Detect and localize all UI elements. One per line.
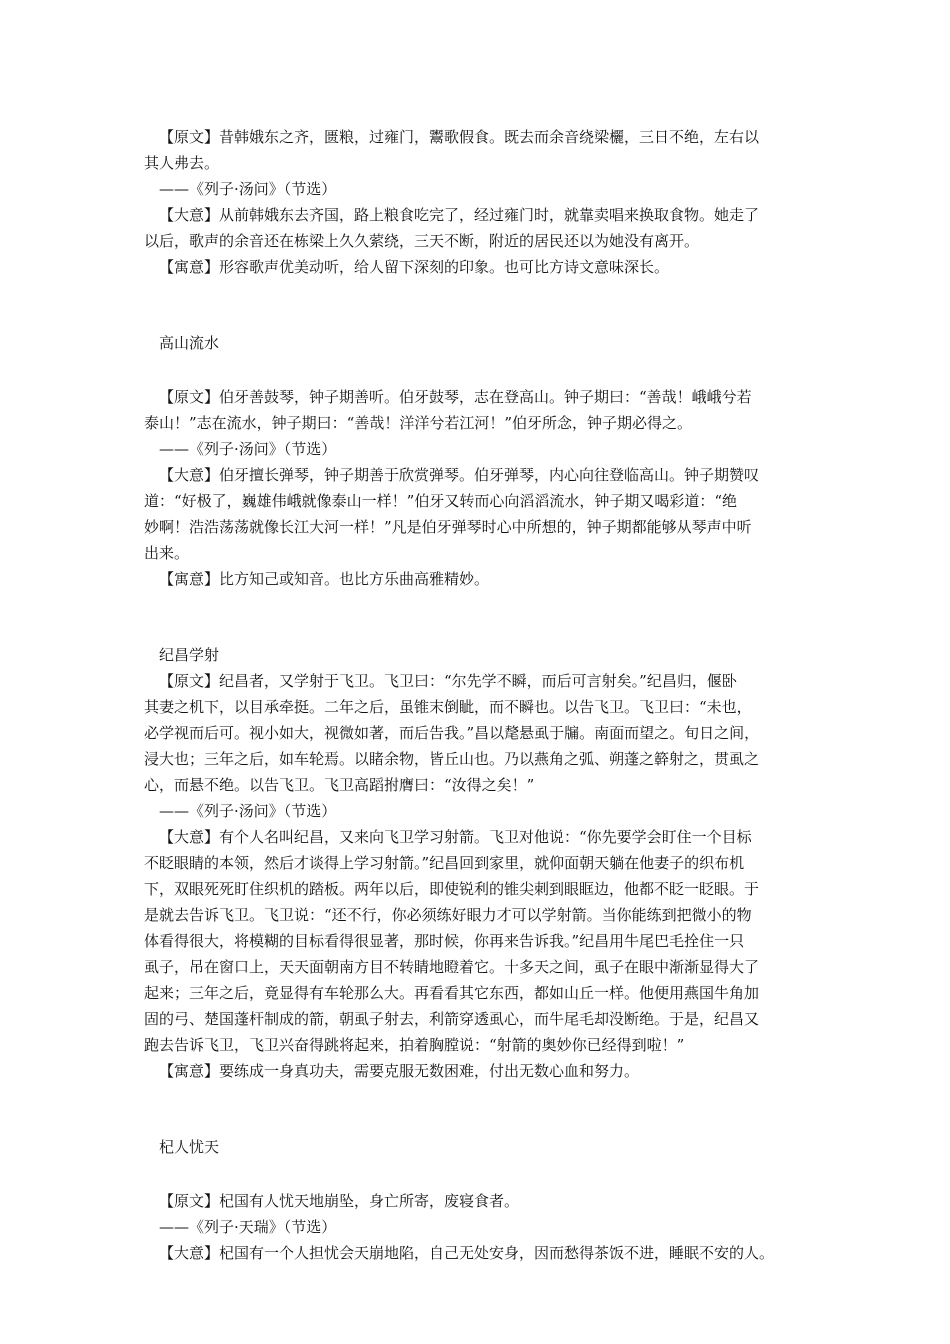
section-han-e xyxy=(144,124,810,280)
section-title: 杞人忧天 xyxy=(159,1138,220,1156)
section-title: 高山流水 xyxy=(159,334,220,352)
section-spacer xyxy=(144,592,810,642)
yuanwen-line: 泰山！”志在流水，钟子期曰：“善哉！洋洋兮若江河！”伯牙所念，钟子期必得之。 xyxy=(144,414,693,432)
dayi-line: 虱子，吊在窗口上，天天面朝南方目不转睛地瞪着它。十多天之间，虱子在眼中渐渐显得大了 xyxy=(144,958,760,976)
yuanwen-line: 其妻之机下，以目承牵挺。二年之后，虽锥末倒眦，而不瞬也。以告飞卫。飞卫曰：“未也， xyxy=(144,698,752,716)
dayi-line: 跑去告诉飞卫，飞卫兴奋得跳将起来，拍着胸膛说：“射箭的奥妙你已经得到啦！” xyxy=(144,1036,685,1054)
section-title: 纪昌学射 xyxy=(159,646,220,664)
source-citation: ——《列子·汤问》（节选） xyxy=(159,180,337,198)
dayi-line: 出来。 xyxy=(144,544,190,562)
yuanwen-line: 浸大也；三年之后，如车轮焉。以睹余物，皆丘山也。乃以燕角之弧、朔蓬之簳射之，贯虱之 xyxy=(144,750,760,768)
source-citation: ——《列子·汤问》（节选） xyxy=(159,440,337,458)
section-spacer xyxy=(144,280,810,330)
yuyi-line: 【寓意】比方知己或知音。也比方乐曲高雅精妙。 xyxy=(159,570,490,588)
dayi-line: 下，双眼死死盯住织机的踏板。两年以后，即使锐利的锥尖刺到眼眶边，他都不眨一眨眼。于 xyxy=(144,880,760,898)
dayi-line: 起来；三年之后，竟显得有车轮那么大。再看看其它东西，都如山丘一样。他便用燕国牛角加 xyxy=(144,984,760,1002)
title-spacer xyxy=(144,1160,810,1188)
document-page xyxy=(144,124,810,1266)
yuyi-line: 【寓意】要练成一身真功夫，需要克服无数困难，付出无数心血和努力。 xyxy=(159,1062,640,1080)
dayi-line: 【大意】伯牙擅长弹琴，钟子期善于欣赏弹琴。伯牙弹琴，内心向往登临高山。钟子期赞叹 xyxy=(159,466,760,484)
dayi-line: 【大意】从前韩娥东去齐国，路上粮食吃完了，经过雍门时，就靠卖唱来换取食物。她走了 xyxy=(159,206,760,224)
yuanwen-line: 【原文】昔韩娥东之齐，匮粮，过雍门，鬻歌假食。既去而余音绕梁欐，三日不绝，左右以 xyxy=(159,128,760,146)
dayi-line: 【大意】杞国有一个人担忧会天崩地陷，自己无处安身，因而愁得茶饭不进，睡眠不安的人。 xyxy=(159,1244,775,1262)
title-spacer xyxy=(144,356,810,384)
source-citation: ——《列子·天瑞》（节选） xyxy=(159,1218,337,1236)
yuanwen-line: 其人弗去。 xyxy=(144,154,220,172)
dayi-line: 道：“好极了，巍雄伟峨就像泰山一样！”伯牙又转而心向滔滔流水，钟子期又喝彩道：“绝 xyxy=(144,492,738,510)
yuyi-line: 【寓意】形容歌声优美动听，给人留下深刻的印象。也可比方诗文意味深长。 xyxy=(159,258,670,276)
yuanwen-line: 【原文】杞国有人忧天地崩坠，身亡所寄，废寝食者。 xyxy=(159,1192,520,1210)
section-qiren-youtian xyxy=(144,1134,810,1266)
dayi-line: 固的弓、楚国蓬杆制成的箭，朝虱子射去，利箭穿透虱心，而牛尾毛却没断绝。于是，纪昌又 xyxy=(144,1010,760,1028)
yuanwen-line: 【原文】纪昌者，又学射于飞卫。飞卫曰：“尔先学不瞬，而后可言射矣。”纪昌归，偃卧 xyxy=(159,672,737,690)
yuanwen-line: 必学视而后可。视小如大，视微如著，而后告我。”昌以氂悬虱于牖。南面而望之。旬日之间， xyxy=(144,724,760,742)
dayi-line: 妙啊！浩浩荡荡就像长江大河一样！”凡是伯牙弹琴时心中所想的，钟子期都能够从琴声中听 xyxy=(144,518,752,536)
yuanwen-line: 【原文】伯牙善鼓琴，钟子期善听。伯牙鼓琴，志在登高山。钟子期曰：“善哉！峨峨兮若 xyxy=(159,388,752,406)
dayi-line: 以后，歌声的余音还在栋梁上久久萦绕，三天不断，附近的居民还以为她没有离开。 xyxy=(144,232,700,250)
source-citation: ——《列子·汤问》（节选） xyxy=(159,802,337,820)
section-jichang-xueshe xyxy=(144,642,810,1084)
section-gaoshan-liushui xyxy=(144,330,810,592)
dayi-line: 是就去告诉飞卫。飞卫说：“还不行，你必须练好眼力才可以学射箭。当你能练到把微小的物 xyxy=(144,906,752,924)
dayi-line: 【大意】有个人名叫纪昌，又来向飞卫学习射箭。飞卫对他说：“你先要学会盯住一个目标 xyxy=(159,828,752,846)
section-spacer xyxy=(144,1084,810,1134)
dayi-line: 不眨眼睛的本领，然后才谈得上学习射箭。”纪昌回到家里，就仰面朝天躺在他妻子的织布机 xyxy=(144,854,745,872)
yuanwen-line: 心，而悬不绝。以告飞卫。飞卫高蹈拊膺曰：“汝得之矣！” xyxy=(144,776,535,794)
dayi-line: 体看得很大，将模糊的目标看得很显著，那时候，你再来告诉我。”纪昌用牛尾巴毛拴住一只 xyxy=(144,932,745,950)
